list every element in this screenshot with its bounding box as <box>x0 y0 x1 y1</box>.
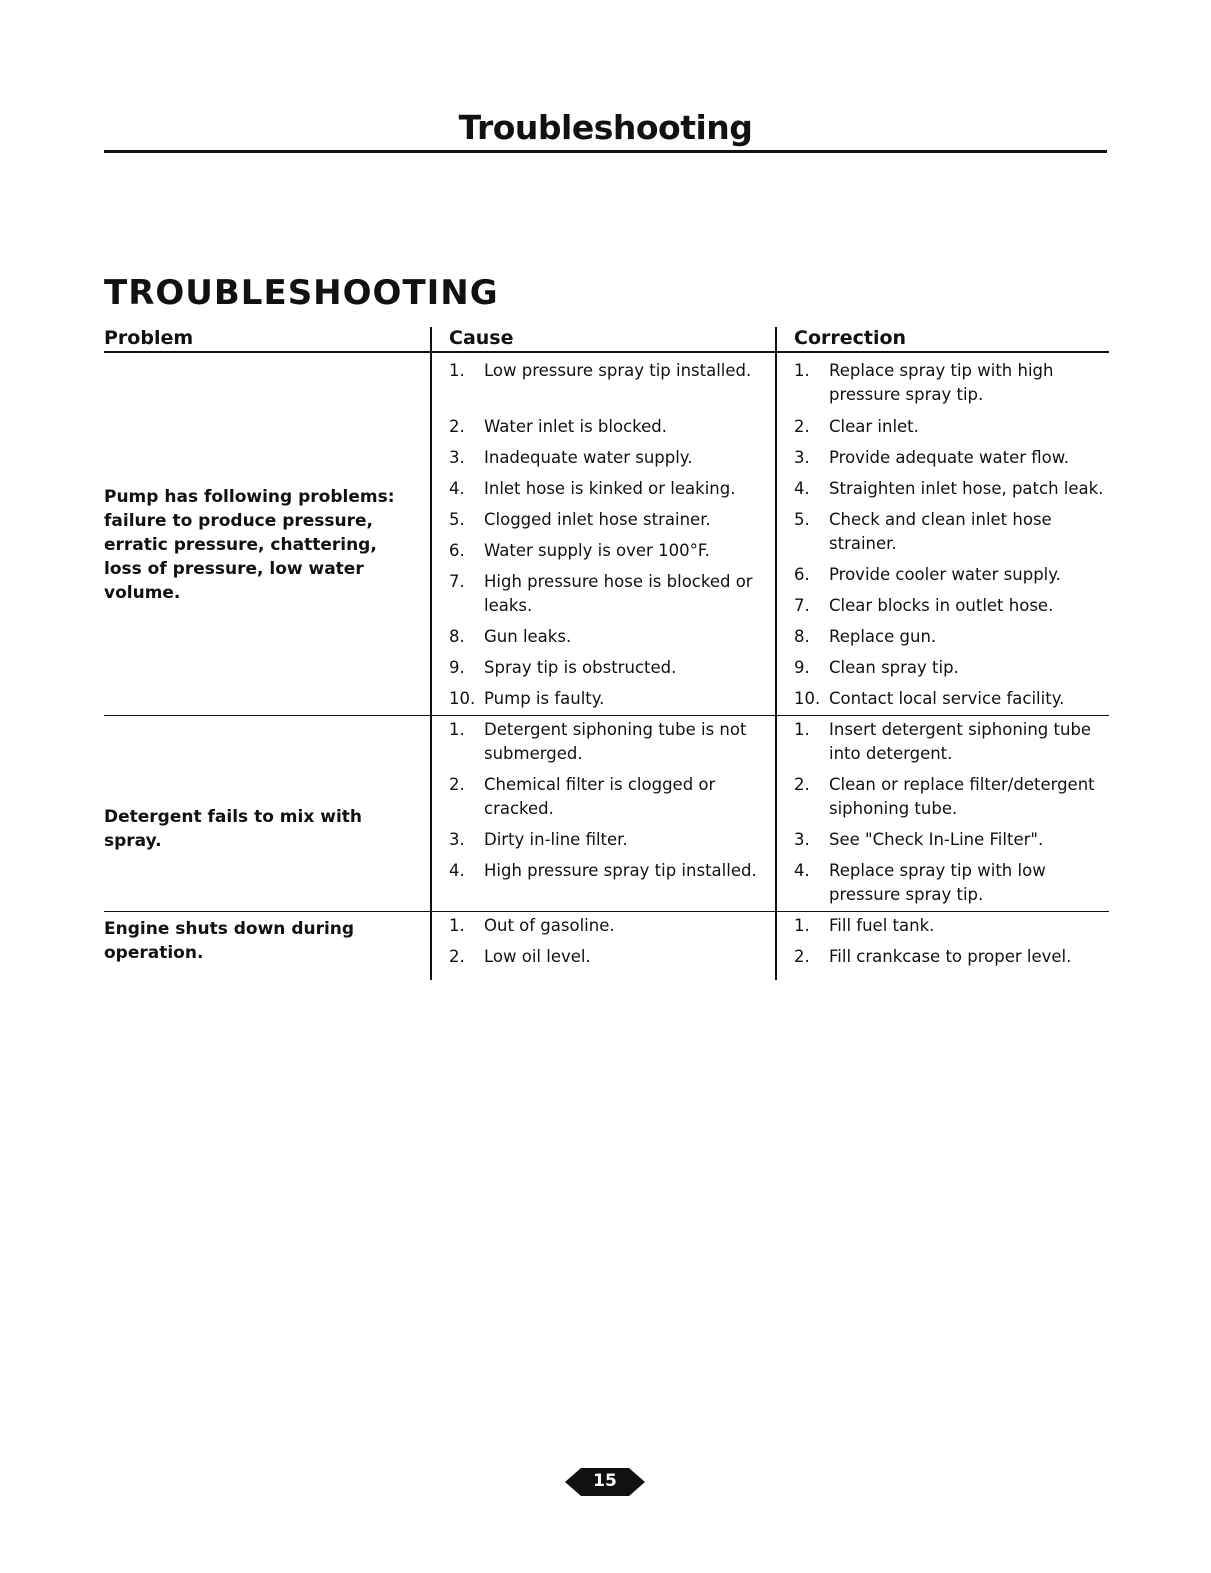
correction-item-number: 4. <box>794 861 810 880</box>
page-number: 15 <box>593 1471 617 1491</box>
cause-item-text: Spray tip is obstructed. <box>484 658 677 677</box>
cause-item-number: 2. <box>449 775 465 794</box>
cause-item-text: Chemical filter is clogged or cracked. <box>484 775 716 818</box>
problem-engine: Engine shuts down during operation. <box>104 919 355 963</box>
cause-item-text: Gun leaks. <box>484 627 572 646</box>
correction-item-number: 10. <box>794 689 821 708</box>
correction-item-text: Replace spray tip with low pressure spray tip. <box>829 861 1046 904</box>
cause-item-number: 1. <box>449 720 465 739</box>
cause-item-number: 1. <box>449 916 465 935</box>
correction-item-number: 1. <box>794 361 810 380</box>
header-underline <box>104 351 1109 353</box>
correction-item-number: 3. <box>794 448 810 467</box>
cause-item-number: 8. <box>449 627 465 646</box>
column-divider-cause <box>430 327 432 980</box>
cause-item-text: High pressure hose is blocked or leaks. <box>484 572 753 615</box>
correction-item-number: 1. <box>794 916 810 935</box>
correction-item-text: Clean or replace filter/detergent siphoning tube. <box>829 775 1095 818</box>
cause-item-text: Low pressure spray tip installed. <box>484 361 752 380</box>
section-title: TROUBLESHOOTING <box>104 273 499 313</box>
problem-detergent: Detergent fails to mix with spray. <box>104 807 362 851</box>
correction-item-text: Fill fuel tank. <box>829 916 935 935</box>
correction-item-number: 3. <box>794 830 810 849</box>
correction-item-text: Straighten inlet hose, patch leak. <box>829 479 1104 498</box>
cause-item-number: 6. <box>449 541 465 560</box>
row-divider <box>104 715 1109 716</box>
cause-item-text: Water supply is over 100°F. <box>484 541 710 560</box>
cause-item-number: 9. <box>449 658 465 677</box>
page-header-title: Troubleshooting <box>458 108 753 147</box>
correction-item-text: Fill crankcase to proper level. <box>829 947 1072 966</box>
correction-item-text: Insert detergent siphoning tube into detergent. <box>829 720 1092 763</box>
correction-item-number: 4. <box>794 479 810 498</box>
column-header-cause: Cause <box>449 327 514 349</box>
cause-item-number: 3. <box>449 448 465 467</box>
cause-item-number: 3. <box>449 830 465 849</box>
page-number-badge <box>565 1464 645 1500</box>
correction-item-text: See "Check In-Line Filter". <box>829 830 1044 849</box>
correction-item-number: 8. <box>794 627 810 646</box>
correction-item-text: Replace spray tip with high pressure spray tip. <box>829 361 1054 404</box>
cause-item-text: Detergent siphoning tube is not submerged. <box>484 720 747 763</box>
cause-item-number: 2. <box>449 417 465 436</box>
column-divider-correction <box>775 327 777 980</box>
correction-item-number: 7. <box>794 596 810 615</box>
correction-item-number: 5. <box>794 510 810 529</box>
cause-item-text: Water inlet is blocked. <box>484 417 667 436</box>
correction-item-number: 2. <box>794 775 810 794</box>
cause-item-text: Pump is faulty. <box>484 689 605 708</box>
column-header-problem: Problem <box>104 327 194 349</box>
cause-item-text: Inadequate water supply. <box>484 448 693 467</box>
cause-item-number: 4. <box>449 861 465 880</box>
correction-item-number: 1. <box>794 720 810 739</box>
column-header-correction: Correction <box>794 327 907 349</box>
correction-item-text: Check and clean inlet hose strainer. <box>829 510 1052 553</box>
cause-item-text: High pressure spray tip installed. <box>484 861 757 880</box>
cause-item-number: 7. <box>449 572 465 591</box>
cause-item-text: Clogged inlet hose strainer. <box>484 510 711 529</box>
correction-item-number: 9. <box>794 658 810 677</box>
correction-item-text: Clear blocks in outlet hose. <box>829 596 1054 615</box>
cause-item-number: 4. <box>449 479 465 498</box>
cause-item-text: Low oil level. <box>484 947 591 966</box>
correction-item-text: Replace gun. <box>829 627 937 646</box>
cause-item-text: Out of gasoline. <box>484 916 615 935</box>
cause-item-text: Dirty in-line filter. <box>484 830 628 849</box>
row-divider <box>104 911 1109 912</box>
correction-item-number: 6. <box>794 565 810 584</box>
cause-item-number: 10. <box>449 689 476 708</box>
cause-item-number: 2. <box>449 947 465 966</box>
correction-item-number: 2. <box>794 417 810 436</box>
problem-pump: Pump has following problems: failure to produce pressure, erratic pressure, chattering, loss of pressure, low water volume. <box>104 487 395 603</box>
correction-item-text: Clear inlet. <box>829 417 919 436</box>
correction-item-text: Clean spray tip. <box>829 658 959 677</box>
cause-item-text: Inlet hose is kinked or leaking. <box>484 479 736 498</box>
header-rule <box>104 150 1107 153</box>
correction-item-text: Provide adequate water flow. <box>829 448 1070 467</box>
correction-item-number: 2. <box>794 947 810 966</box>
cause-item-number: 5. <box>449 510 465 529</box>
correction-item-text: Provide cooler water supply. <box>829 565 1061 584</box>
cause-item-number: 1. <box>449 361 465 380</box>
correction-item-text: Contact local service facility. <box>829 689 1065 708</box>
